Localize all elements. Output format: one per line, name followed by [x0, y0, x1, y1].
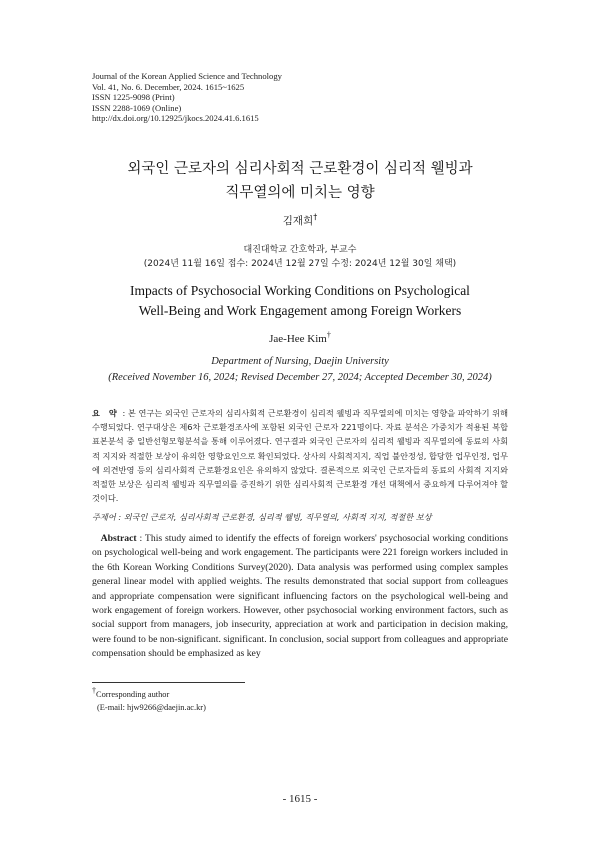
title-english-line2: Well-Being and Work Engagement among Foreign Workers: [138, 303, 462, 318]
journal-issn-print: ISSN 1225-9098 (Print): [92, 92, 175, 102]
footnote-label: Corresponding author: [96, 690, 170, 699]
footnote-email: (E-mail: hjw9266@daejin.ac.kr): [97, 703, 206, 712]
footnote-divider: [92, 682, 245, 683]
journal-header: [92, 71, 392, 124]
corresponding-mark: †: [313, 212, 318, 222]
footnote: [92, 688, 392, 714]
author-korean-name: 김재희: [282, 215, 314, 227]
author-english-name: Jae-Hee Kim: [269, 333, 327, 345]
title-korean-line1: 외국인 근로자의 심리사회적 근로환경이 심리적 웰빙과: [127, 161, 473, 177]
affiliation-korean-dates: (2024년 11월 16일 접수: 2024년 12월 27일 수정: 2024년 12월 30일 채택): [143, 259, 457, 269]
affiliation-english-dates: (Received November 16, 2024; Revised December 27, 2024; Accepted December 30, 2024): [108, 372, 492, 383]
journal-name: Journal of the Korean Applied Science and Technology: [92, 71, 282, 81]
affiliation-korean: [0, 243, 600, 271]
abstract-english-text: : This study aimed to identify the effects of foreign workers' psychosocial working conditions on psychological well-being and work engagement. The participants were 221 foreign workers included in the 6th Korean Working Conditions Survey(2020). Data analysis was performed using complex samples general linear model with applied weights. The results demonstrated that social support from colleagues and appropriate compensation were significant influencing factors on the psychological well-being and work engagement of foreign workers. However, other psychosocial working environment factors, such as social support from managers, job insecurity, appreciation at work and participation in decision making, were found to be non-significant. significant. In conclusion, social support from colleagues and appropriate compensation should be emphasized as key: [92, 533, 509, 660]
keywords-korean: 주제어 : 외국인 근로자, 심리사회적 근로환경, 심리적 웰빙, 직무열의, 사회적 지지, 적절한 보상: [92, 512, 432, 522]
abstract-korean-label: 요 약: [92, 408, 120, 418]
corresponding-mark-english: †: [326, 330, 331, 340]
affiliation-korean-dept: 대진대학교 간호학과, 부교수: [243, 245, 357, 255]
affiliation-english-dept: Department of Nursing, Daejin University: [211, 356, 389, 367]
abstract-english: [92, 532, 508, 662]
abstract-korean: [92, 406, 508, 505]
abstract-english-label: Abstract: [100, 533, 137, 544]
author-english: [0, 330, 600, 345]
journal-doi: http://dx.doi.org/10.12925/jkocs.2024.41.6.1615: [92, 113, 259, 123]
affiliation-english: [0, 354, 600, 386]
title-korean: [40, 157, 560, 205]
page-number: - 1615 -: [282, 793, 318, 805]
author-korean: [0, 213, 600, 228]
footnote-mark: †: [92, 686, 96, 696]
journal-volume: Vol. 41, No. 6. December, 2024. 1615~1625: [92, 81, 245, 92]
abstract-korean-text: : 본 연구는 외국인 근로자의 심리사회적 근로환경이 심리적 웰빙과 직무열의에 미치는 영향을 파악하기 위해 수행되었다. 연구대상은 제6차 근로환경조사에 포함된 외국인 근로자 221명이다. 자료 분석은 가중치가 적용된 복합표본분석 중 일반선형모형분석을 통해 이루어졌다. 연구결과 외국인 근로자의 심리적 웰빙과 직무열의에 동료의 사회적 지지와 적절한 보상이 유의한 영향요인으로 확인되었다. 상사의 사회적지지, 직업 불안정성, 합당한 업무인정, 업무에 의견반영 등의 심리사회적 근로환경요인은 유의하지 않았다. 결론적으로 외국인 근로자들의 동료의 사회적 지지와 적절한 보상은 심리적 웰빙과 직무열의를 증진하기 위한 심리사회적 근로환경 개선 대책에서 중요하게 다루어져야 할 것이다.: [92, 408, 508, 504]
journal-issn-online: ISSN 2288-1069 (Online): [92, 102, 182, 113]
title-english: [40, 281, 560, 321]
title-korean-line2: 직무열의에 미치는 영향: [225, 185, 375, 201]
title-english-line1: Impacts of Psychosocial Working Conditions on Psychological: [130, 283, 470, 298]
